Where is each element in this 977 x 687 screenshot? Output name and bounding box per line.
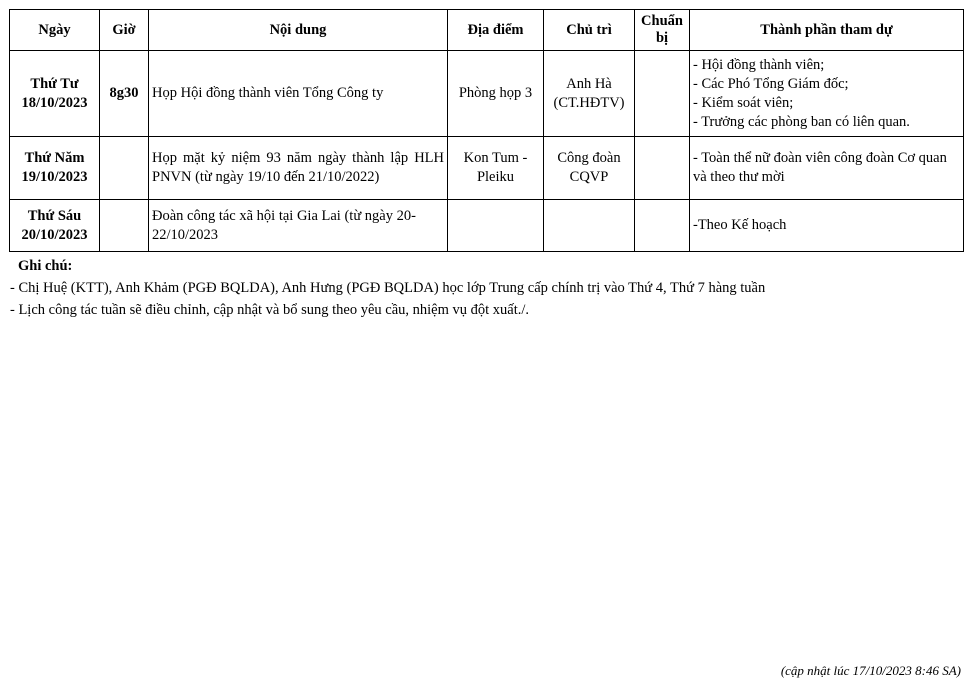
row-attendees: [690, 200, 964, 252]
row-time: 8g30: [100, 51, 149, 137]
row-location: Phòng họp 3: [448, 51, 544, 137]
note-item: - Chị Huệ (KTT), Anh Khảm (PGĐ BQLDA), Anh Hưng (PGĐ BQLDA) học lớp Trung cấp chính trị vào Thứ 4, Thứ 7 hàng tuần: [10, 280, 766, 296]
row-content: Họp mặt kỷ niệm 93 năm ngày thành lập HLH PNVN (từ ngày 19/10 đến 21/10/2022): [149, 137, 448, 200]
row-prep: [635, 51, 690, 137]
row-time: [100, 200, 149, 252]
table-row: [10, 200, 964, 252]
header-prep: Chuẩn bị: [635, 10, 690, 51]
row-day-cell: [10, 51, 100, 137]
attendee-item: - Toàn thể nữ đoàn viên công đoàn Cơ quan và theo thư mời: [693, 150, 947, 185]
notes-section: [10, 255, 960, 321]
row-day-cell: [10, 137, 100, 200]
row-host: [544, 200, 635, 252]
row-attendees: [690, 51, 964, 137]
row-prep: [635, 137, 690, 200]
table-row: [10, 137, 964, 200]
table-row: [10, 51, 964, 137]
row-host: Anh Hà (CT.HĐTV): [544, 51, 635, 137]
row-day: Thứ Năm: [24, 150, 85, 166]
row-day: Thứ Tư: [30, 75, 79, 92]
row-content: Họp Hội đồng thành viên Tổng Công ty: [149, 51, 448, 137]
attendee-item: - Kiểm soát viên;: [693, 94, 794, 111]
attendee-item: -Theo Kế hoạch: [693, 217, 787, 233]
row-time: [100, 137, 149, 200]
attendee-item: - Các Phó Tổng Giám đốc;: [693, 75, 849, 92]
row-date: 18/10/2023: [21, 94, 88, 111]
row-date: 20/10/2023: [21, 226, 88, 243]
header-day: Ngày: [10, 10, 100, 51]
row-date: 19/10/2023: [21, 169, 88, 185]
row-day: Thứ Sáu: [27, 207, 82, 224]
notes-title: Ghi chú:: [18, 258, 73, 274]
row-prep: [635, 200, 690, 252]
header-content: Nội dung: [149, 10, 448, 51]
header-attendees: Thành phần tham dự: [690, 10, 964, 51]
row-attendees: [690, 137, 964, 200]
header-time: Giờ: [100, 10, 149, 51]
attendee-item: - Hội đồng thành viên;: [693, 56, 825, 73]
header-host: Chủ trì: [544, 10, 635, 51]
table-header-row: [10, 10, 964, 51]
row-day-cell: [10, 200, 100, 252]
updated-timestamp: (cập nhật lúc 17/10/2023 8:46 SA): [780, 663, 961, 678]
schedule-table: [9, 9, 964, 252]
attendee-item: - Trưởng các phòng ban có liên quan.: [693, 113, 910, 130]
row-host: Công đoàn CQVP: [544, 137, 635, 200]
row-content: Đoàn công tác xã hội tại Gia Lai (từ ngày 20-22/10/2023: [149, 200, 448, 252]
header-location: Địa điểm: [448, 10, 544, 51]
row-location: [448, 200, 544, 252]
note-item: - Lịch công tác tuần sẽ điều chỉnh, cập nhật và bổ sung theo yêu cầu, nhiệm vụ đột xuất./.: [10, 302, 530, 318]
row-location: Kon Tum - Pleiku: [448, 137, 544, 200]
